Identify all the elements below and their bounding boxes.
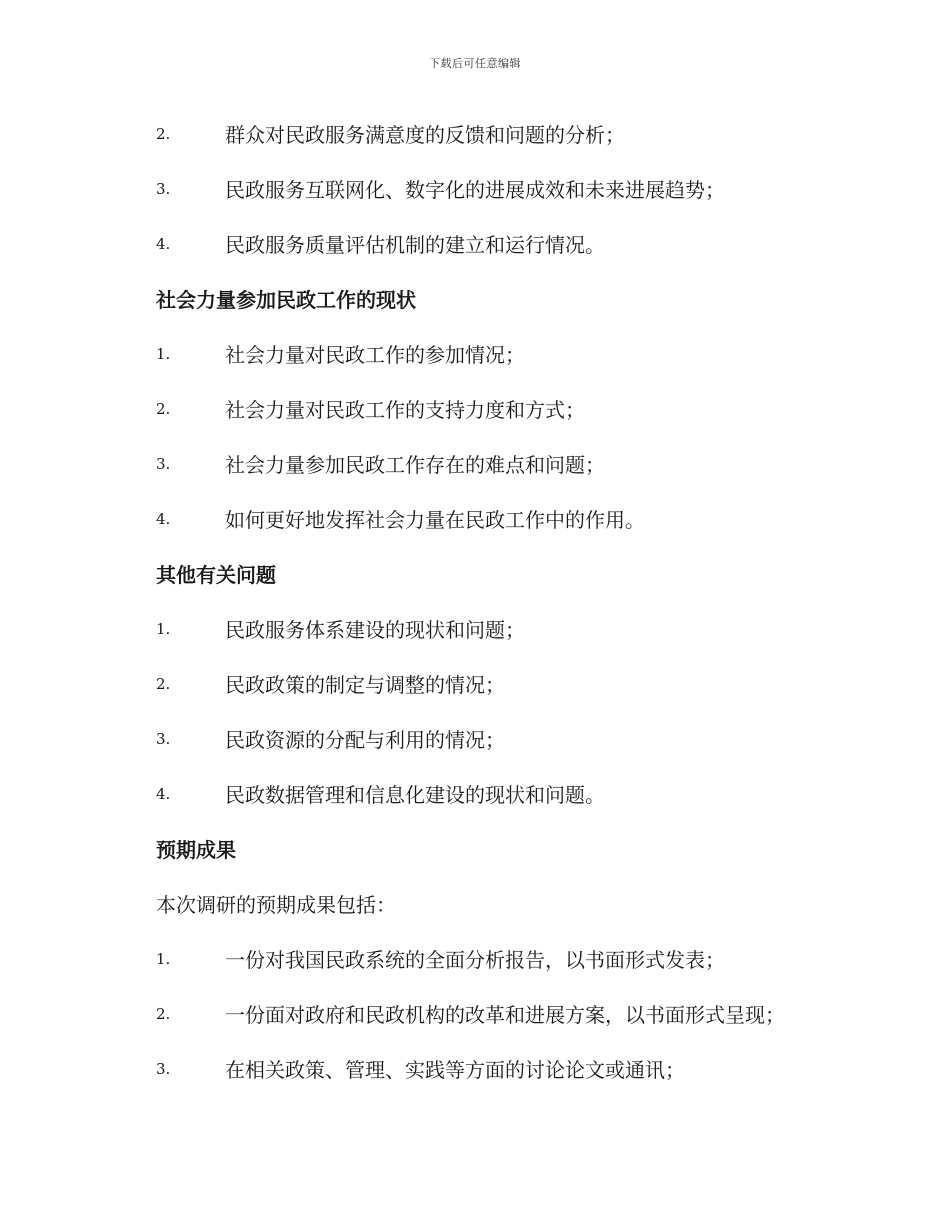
list-item: [156, 1041, 856, 1096]
section-heading: 其他有关问题: [156, 563, 276, 587]
list-item-number: 2.: [156, 674, 171, 693]
list-item: [156, 766, 856, 821]
header-note: 下载后可任意编辑: [429, 57, 521, 70]
list-item: [156, 601, 856, 656]
list-item-text: 社会力量对民政工作的支持力度和方式；: [225, 398, 585, 422]
list-item: [156, 931, 856, 986]
list-item-text: 民政资源的分配与利用的情况；: [225, 728, 505, 752]
list-item: [156, 491, 856, 546]
list-item-text: 民政服务质量评估机制的建立和运行情况。: [225, 233, 605, 257]
section-heading: 预期成果: [156, 838, 236, 862]
list-item: [156, 216, 856, 271]
list-item-text: 一份面对政府和民政机构的改革和进展方案，以书面形式呈现；: [225, 1003, 785, 1027]
list-item-number: 3.: [156, 179, 171, 198]
list-item: [156, 106, 856, 161]
list-item-number: 3.: [156, 729, 171, 748]
list-item: [156, 656, 856, 711]
list-item-number: 1.: [156, 949, 171, 968]
list-item-number: 3.: [156, 454, 171, 473]
list-item-number: 4.: [156, 509, 171, 528]
list-item: [156, 326, 856, 381]
list-item-number: 2.: [156, 399, 171, 418]
document-body: [156, 106, 856, 1096]
list-item: [156, 436, 856, 491]
list-item-number: 1.: [156, 344, 171, 363]
list-item-text: 一份对我国民政系统的全面分析报告，以书面形式发表；: [225, 948, 725, 972]
list-item-text: 社会力量对民政工作的参加情况；: [225, 343, 525, 367]
list-item-text: 民政服务互联网化、数字化的进展成效和未来进展趋势；: [225, 178, 725, 202]
list-item-text: 如何更好地发挥社会力量在民政工作中的作用。: [225, 508, 645, 532]
list-item: [156, 161, 856, 216]
list-item-number: 4.: [156, 784, 171, 803]
list-item-text: 民政服务体系建设的现状和问题；: [225, 618, 525, 642]
section-intro: 本次调研的预期成果包括：: [156, 893, 396, 917]
list-item-text: 在相关政策、管理、实践等方面的讨论论文或通讯；: [225, 1058, 685, 1082]
list-item: [156, 986, 856, 1041]
list-item-number: 2.: [156, 1004, 171, 1023]
list-item-number: 3.: [156, 1059, 171, 1078]
list-item-number: 2.: [156, 124, 171, 143]
list-item-number: 1.: [156, 619, 171, 638]
list-item-text: 社会力量参加民政工作存在的难点和问题；: [225, 453, 605, 477]
list-item-number: 4.: [156, 234, 171, 253]
list-item-text: 民政政策的制定与调整的情况；: [225, 673, 505, 697]
list-item: [156, 381, 856, 436]
section-heading: 社会力量参加民政工作的现状: [156, 288, 416, 312]
list-item-text: 民政数据管理和信息化建设的现状和问题。: [225, 783, 605, 807]
list-item: [156, 711, 856, 766]
list-item-text: 群众对民政服务满意度的反馈和问题的分析；: [225, 123, 625, 147]
